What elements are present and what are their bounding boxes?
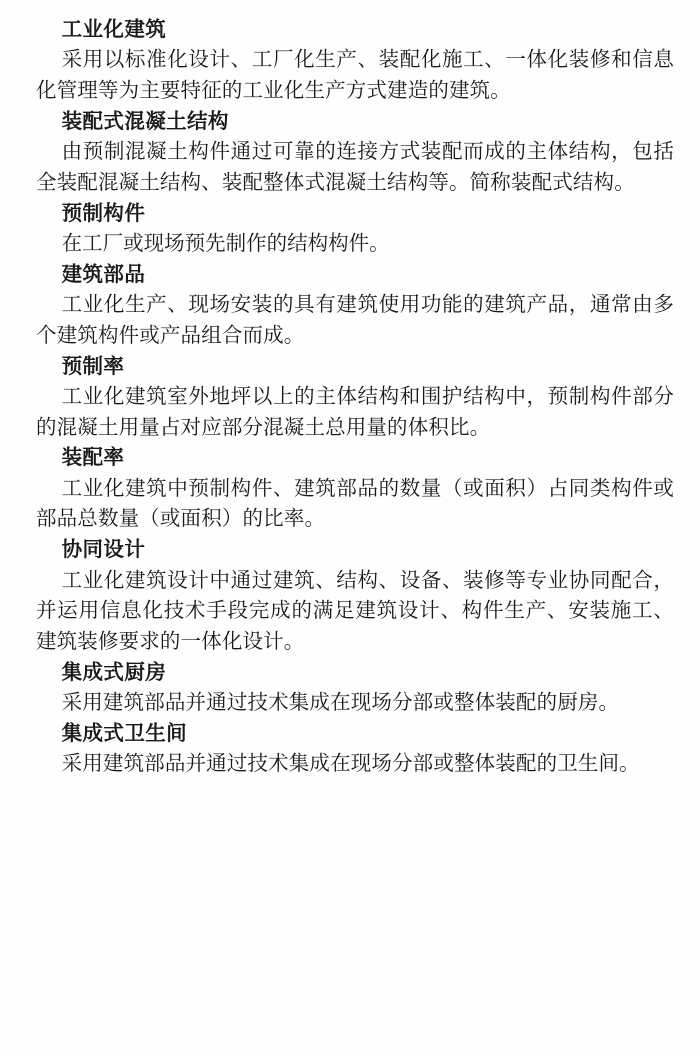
- glossary-entry: [36, 657, 674, 718]
- glossary-entry: [36, 534, 674, 657]
- term-definition: 采用建筑部品并通过技术集成在现场分部或整体装配的卫生间。: [61, 751, 640, 776]
- glossary-entry: [36, 442, 674, 534]
- term-heading: 集成式卫生间: [61, 720, 188, 745]
- glossary-entry: [36, 106, 674, 198]
- term-heading: 集成式厨房: [61, 659, 167, 684]
- term-heading: 预制率: [61, 353, 125, 378]
- glossary-entry: [36, 351, 674, 443]
- glossary-entry: [36, 198, 674, 259]
- term-definition: 工业化建筑中预制构件、建筑部品的数量（或面积）占同类构件或部品总数量（或面积）的比率。: [36, 475, 674, 531]
- term-heading: 建筑部品: [61, 261, 146, 286]
- term-heading: 预制构件: [61, 200, 146, 225]
- term-heading: 协同设计: [61, 537, 146, 562]
- glossary-entry: [36, 14, 674, 106]
- glossary-entry: [36, 718, 674, 779]
- term-definition: 由预制混凝土构件通过可靠的连接方式装配而成的主体结构，包括全装配混凝土结构、装配整体式混凝土结构等。简称装配式结构。: [36, 139, 674, 194]
- term-definition: 采用建筑部品并通过技术集成在现场分部或整体装配的厨房。: [61, 690, 620, 715]
- term-definition: 采用以标准化设计、工厂化生产、装配化施工、一体化装修和信息化管理等为主要特征的工业化生产方式建造的建筑。: [36, 47, 674, 103]
- term-heading: 装配率: [61, 445, 125, 470]
- term-heading: 装配式混凝土结构: [61, 108, 229, 133]
- term-heading: 工业化建筑: [61, 17, 167, 41]
- term-definition: 工业化建筑室外地坪以上的主体结构和围护结构中，预制构件部分的混凝土用量占对应部分混凝土总用量的体积比。: [36, 383, 674, 439]
- term-definition: 在工厂或现场预先制作的结构构件。: [61, 230, 390, 255]
- term-definition: 工业化建筑设计中通过建筑、结构、设备、装修等专业协同配合，并运用信息化技术手段完成的满足建筑设计、构件生产、安装施工、建筑装修要求的一体化设计。: [36, 567, 674, 654]
- term-definition: 工业化生产、现场安装的具有建筑使用功能的建筑产品，通常由多个建筑构件或产品组合而成。: [36, 292, 674, 347]
- glossary-entry: [36, 259, 674, 351]
